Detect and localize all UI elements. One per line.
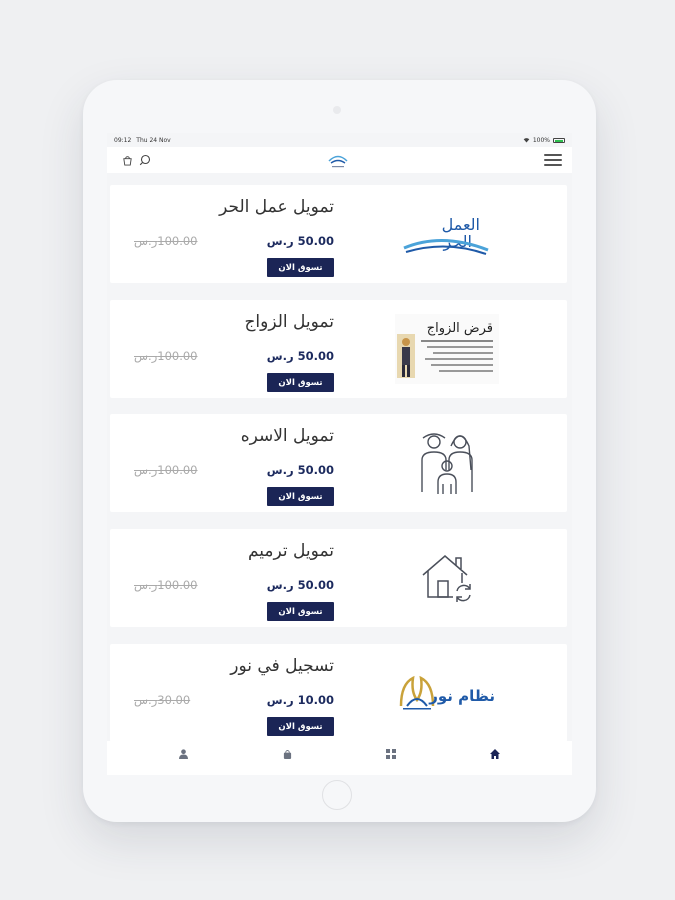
search-icon[interactable] (139, 154, 151, 166)
shop-now-button[interactable]: تسوق الان (267, 373, 334, 392)
shop-now-button[interactable]: تسوق الان (267, 258, 334, 277)
tab-label-placeholder (287, 762, 289, 768)
noor-logo-text: نظام نور (429, 687, 495, 705)
freelance-logo-image (402, 210, 492, 258)
tablet-camera (333, 106, 341, 114)
product-title[interactable]: تمويل ترميم (247, 541, 334, 561)
product-image[interactable] (387, 537, 507, 619)
battery-icon (553, 138, 565, 143)
product-info (134, 414, 334, 512)
tab-profile[interactable] (154, 749, 214, 768)
product-card[interactable] (110, 414, 567, 512)
product-title[interactable]: تمويل عمل الحر (219, 197, 334, 217)
product-image[interactable] (387, 652, 507, 734)
tab-categories[interactable] (361, 749, 421, 768)
product-info (134, 300, 334, 398)
shop-now-button[interactable]: تسوق الان (267, 717, 334, 736)
home-icon (490, 749, 500, 759)
product-card[interactable] (110, 185, 567, 283)
tab-label-placeholder (183, 762, 185, 768)
family-icon (417, 430, 477, 496)
tablet-home-button[interactable] (322, 780, 352, 810)
battery-percent: 100% (532, 136, 550, 144)
product-title[interactable]: تمويل الاسره (240, 426, 334, 446)
product-price: 50.00 ر.س (266, 463, 334, 477)
shop-now-button[interactable]: تسوق الان (267, 487, 334, 506)
marriage-loan-title: قرض الزواج (426, 321, 493, 336)
app-screen (107, 133, 572, 775)
product-title[interactable]: تسجيل في نور (230, 656, 334, 676)
freelance-logo-text-1: العمل (441, 215, 480, 234)
product-image[interactable] (387, 193, 507, 275)
bag-icon[interactable] (122, 155, 133, 166)
product-price: 50.00 ر.س (266, 578, 334, 592)
tab-home[interactable] (465, 749, 525, 768)
wifi-icon (523, 137, 530, 143)
product-info (134, 529, 334, 627)
product-price: 50.00 ر.س (266, 234, 334, 248)
product-old-price: 100.00ر.س (134, 463, 198, 477)
status-time: 09:12 (114, 136, 132, 144)
profile-icon (179, 749, 188, 759)
product-price: 10.00 ر.س (266, 693, 334, 707)
product-old-price: 100.00ر.س (134, 349, 198, 363)
app-header (107, 147, 572, 173)
status-bar (107, 133, 572, 147)
product-image[interactable] (387, 422, 507, 504)
tab-cart[interactable] (258, 749, 318, 768)
noor-system-logo (395, 670, 499, 716)
product-old-price: 100.00ر.س (134, 234, 198, 248)
product-info (134, 644, 334, 742)
product-title[interactable]: تمويل الزواج (244, 312, 334, 332)
product-card[interactable] (110, 644, 567, 742)
product-info (134, 185, 334, 283)
status-date: Thu 24 Nov (136, 136, 171, 144)
product-old-price: 30.00ر.س (134, 693, 191, 707)
cart-icon (283, 749, 292, 759)
product-image[interactable] (387, 308, 507, 390)
product-card[interactable] (110, 529, 567, 627)
shop-now-button[interactable]: تسوق الان (267, 602, 334, 621)
logo-icon[interactable] (321, 149, 355, 171)
product-old-price: 100.00ر.س (134, 578, 198, 592)
product-price: 50.00 ر.س (266, 349, 334, 363)
grid-icon (386, 749, 396, 759)
bottom-tab-bar (107, 741, 572, 775)
tab-label-placeholder (391, 762, 393, 768)
tab-label-placeholder (494, 762, 496, 768)
house-renovation-icon (420, 553, 474, 603)
product-card[interactable] (110, 300, 567, 398)
marriage-loan-image (395, 314, 499, 384)
menu-icon[interactable] (544, 153, 562, 167)
freelance-logo-text-2: الحر (443, 232, 472, 251)
